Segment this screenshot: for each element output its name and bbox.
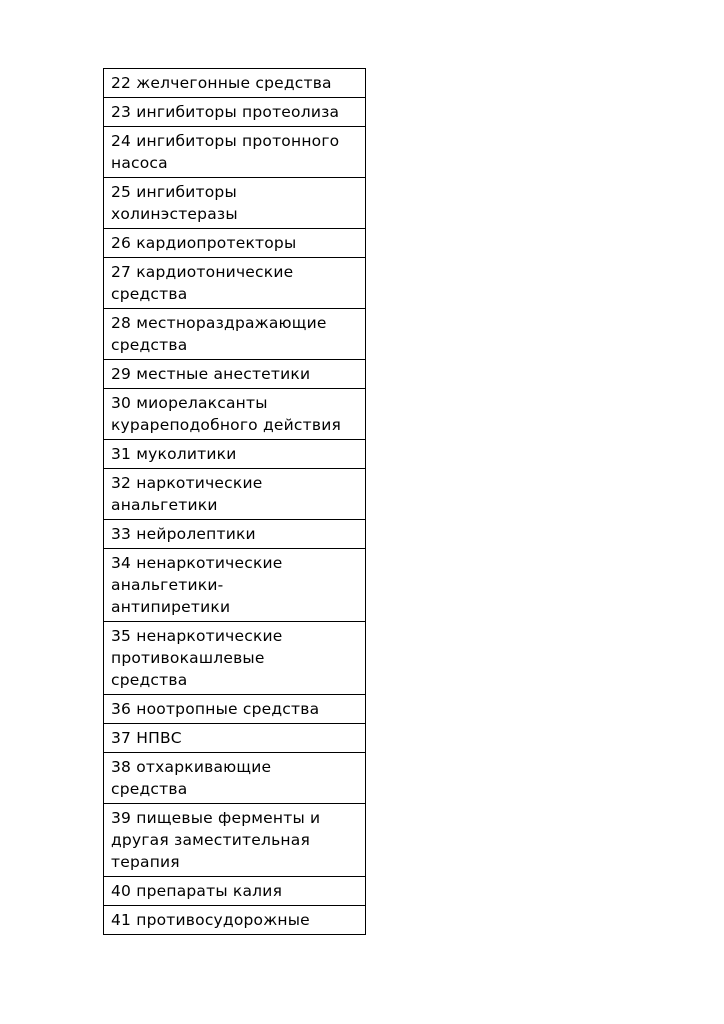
cell-text-line: антипиретики — [111, 598, 231, 616]
cell-text-line: средства — [111, 285, 188, 303]
table-cell — [104, 178, 366, 229]
table-row — [104, 389, 366, 440]
cell-text-line: холинэстеразы — [111, 205, 238, 223]
cell-text-line: другая заместительная — [111, 831, 310, 849]
table-cell — [104, 877, 366, 906]
cell-text-line: 29 местные анестетики — [111, 365, 311, 383]
cell-text-line: 32 наркотические — [111, 474, 263, 492]
cell-text-line: 35 ненаркотические — [111, 627, 283, 645]
table-body — [104, 69, 366, 935]
table-cell — [104, 906, 366, 935]
cell-text-line: 23 ингибиторы протеолиза — [111, 103, 340, 121]
table-cell — [104, 753, 366, 804]
table-row — [104, 229, 366, 258]
cell-text-line: 34 ненаркотические — [111, 554, 283, 572]
table-row — [104, 877, 366, 906]
table-cell — [104, 440, 366, 469]
table-row — [104, 622, 366, 695]
cell-text-line: 27 кардиотонические — [111, 263, 294, 281]
table-cell — [104, 98, 366, 127]
table-cell — [104, 229, 366, 258]
cell-text-line: 24 ингибиторы протонного — [111, 132, 340, 150]
table-cell — [104, 258, 366, 309]
cell-text-line: 33 нейролептики — [111, 525, 256, 543]
cell-text-line: курареподобного действия — [111, 416, 342, 434]
cell-text-line: 22 желчегонные средства — [111, 74, 332, 92]
cell-text-line: терапия — [111, 853, 180, 871]
cell-text-line: 37 НПВС — [111, 729, 182, 747]
table-cell — [104, 389, 366, 440]
table-row — [104, 804, 366, 877]
cell-text-line: средства — [111, 780, 188, 798]
cell-text-line: анальгетики — [111, 496, 218, 514]
cell-text-line: 26 кардиопротекторы — [111, 234, 297, 252]
drug-class-table — [103, 68, 366, 935]
cell-text-line: 40 препараты калия — [111, 882, 283, 900]
table-row — [104, 440, 366, 469]
table-row — [104, 906, 366, 935]
table-cell — [104, 69, 366, 98]
table-cell — [104, 549, 366, 622]
table-cell — [104, 622, 366, 695]
cell-text-line: анальгетики- — [111, 576, 224, 594]
cell-text-line: 38 отхаркивающие — [111, 758, 272, 776]
cell-text-line: средства — [111, 336, 188, 354]
table-cell — [104, 804, 366, 877]
table-row — [104, 178, 366, 229]
table-row — [104, 520, 366, 549]
cell-text-line: противокашлевые — [111, 649, 265, 667]
table-row — [104, 69, 366, 98]
table-row — [104, 258, 366, 309]
cell-text-line: насоса — [111, 154, 168, 172]
table-row — [104, 360, 366, 389]
cell-text-line: 41 противосудорожные — [111, 911, 310, 929]
cell-text-line: 25 ингибиторы — [111, 183, 237, 201]
table-row — [104, 309, 366, 360]
cell-text-line: 30 миорелаксанты — [111, 394, 268, 412]
table-cell — [104, 127, 366, 178]
table-cell — [104, 360, 366, 389]
table-row — [104, 549, 366, 622]
table-row — [104, 98, 366, 127]
cell-text-line: 36 ноотропные средства — [111, 700, 320, 718]
table-cell — [104, 469, 366, 520]
table-cell — [104, 724, 366, 753]
cell-text-line: 28 местнораздражающие — [111, 314, 327, 332]
table-row — [104, 695, 366, 724]
cell-text-line: 31 муколитики — [111, 445, 237, 463]
table-cell — [104, 695, 366, 724]
table-row — [104, 469, 366, 520]
cell-text-line: средства — [111, 671, 188, 689]
table-cell — [104, 309, 366, 360]
table-row — [104, 127, 366, 178]
cell-text-line: 39 пищевые ферменты и — [111, 809, 321, 827]
table-row — [104, 724, 366, 753]
table-cell — [104, 520, 366, 549]
table-row — [104, 753, 366, 804]
